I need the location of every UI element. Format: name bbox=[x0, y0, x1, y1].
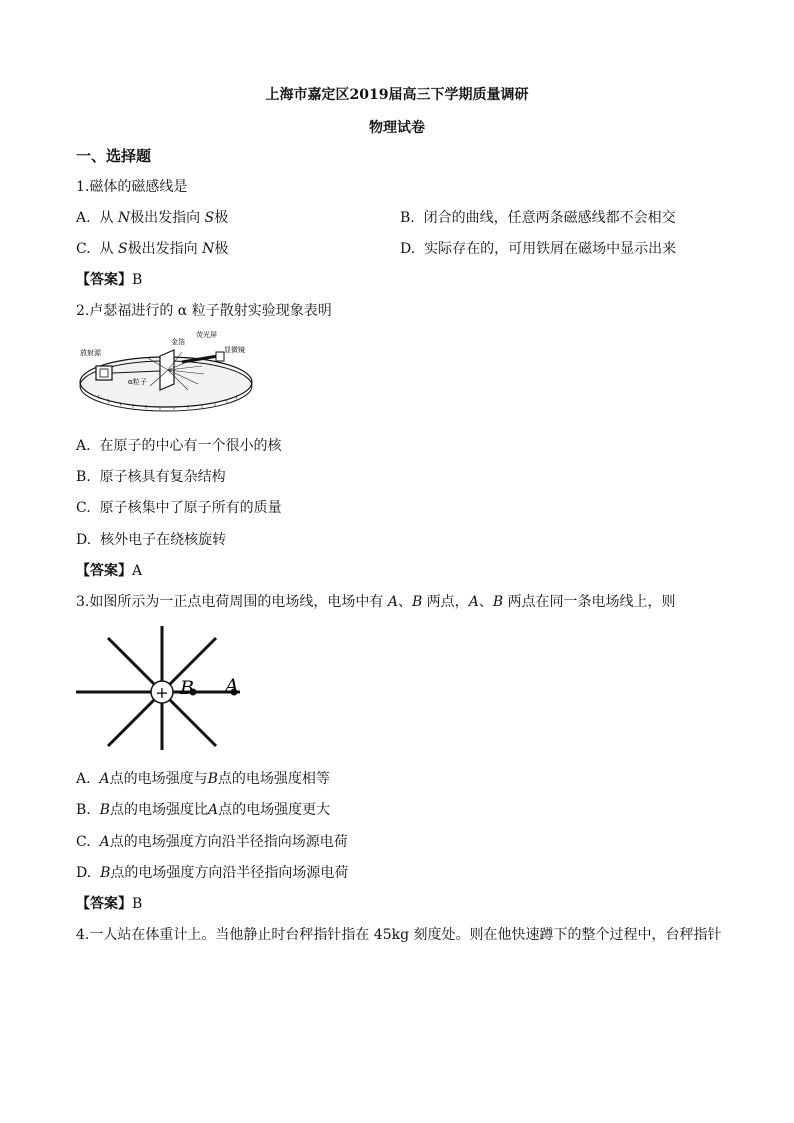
q1-option-a: A. 从 N极出发指向 S极 bbox=[76, 210, 229, 226]
label-foil: 金箔 bbox=[171, 338, 185, 346]
q1-option-d: D. 实际存在的，可用铁屑在磁场中显示出来 bbox=[400, 241, 677, 257]
label-screen: 荧光屏 bbox=[196, 331, 217, 339]
alpha-scattering-figure bbox=[78, 328, 256, 414]
question-2-stem: 2.卢瑟福进行的 α 粒子散射实验现象表明 bbox=[76, 303, 332, 319]
q3-option-c: C. A点的电场强度方向沿半径指向场源电荷 bbox=[76, 834, 348, 850]
label-point-b: B bbox=[180, 677, 194, 699]
q2-option-c: C. 原子核集中了原子所有的质量 bbox=[76, 500, 282, 516]
q2-option-b: B. 原子核具有复杂结构 bbox=[76, 469, 226, 485]
document-subtitle: 物理试卷 bbox=[369, 120, 425, 136]
question-3-stem: 3.如图所示为一正点电荷周围的电场线，电场中有 A、B 两点，A、B 两点在同一条电场线上，则 bbox=[76, 594, 676, 610]
label-particle: α粒子 bbox=[128, 378, 147, 386]
q3-option-a: A. A点的电场强度与B点的电场强度相等 bbox=[76, 771, 330, 787]
q1-answer: 【答案】B bbox=[76, 272, 143, 288]
q1-option-b: B. 闭合的曲线，任意两条磁感线都不会相交 bbox=[400, 210, 676, 226]
section-heading: 一、选择题 bbox=[76, 147, 152, 165]
q2-option-a: A. 在原子的中心有一个很小的核 bbox=[76, 438, 282, 454]
label-microscope: 显微镜 bbox=[224, 346, 245, 354]
electric-field-figure bbox=[76, 622, 252, 752]
q3-answer: 【答案】B bbox=[76, 896, 143, 912]
q3-option-b: B. B点的电场强度比A点的电场强度更大 bbox=[76, 802, 331, 818]
q2-option-d: D. 核外电子在绕核旋转 bbox=[76, 532, 227, 548]
q3-option-d: D. B点的电场强度方向沿半径指向场源电荷 bbox=[76, 865, 349, 881]
positive-charge-symbol: + bbox=[155, 683, 169, 702]
question-1-stem: 1.磁体的磁感线是 bbox=[76, 179, 188, 195]
label-point-a: A bbox=[225, 675, 239, 697]
label-source: 放射源 bbox=[80, 349, 101, 357]
question-4-stem: 4.一人站在体重计上。当他静止时台秤指针指在 45kg 刻度处。则在他快速蹲下的整个过程中，台秤指针 bbox=[76, 927, 722, 943]
q2-answer: 【答案】A bbox=[76, 563, 143, 579]
document-title: 上海市嘉定区2019届高三下学期质量调研 bbox=[265, 87, 529, 103]
q1-option-c: C. 从 S极出发指向 N极 bbox=[76, 241, 229, 257]
